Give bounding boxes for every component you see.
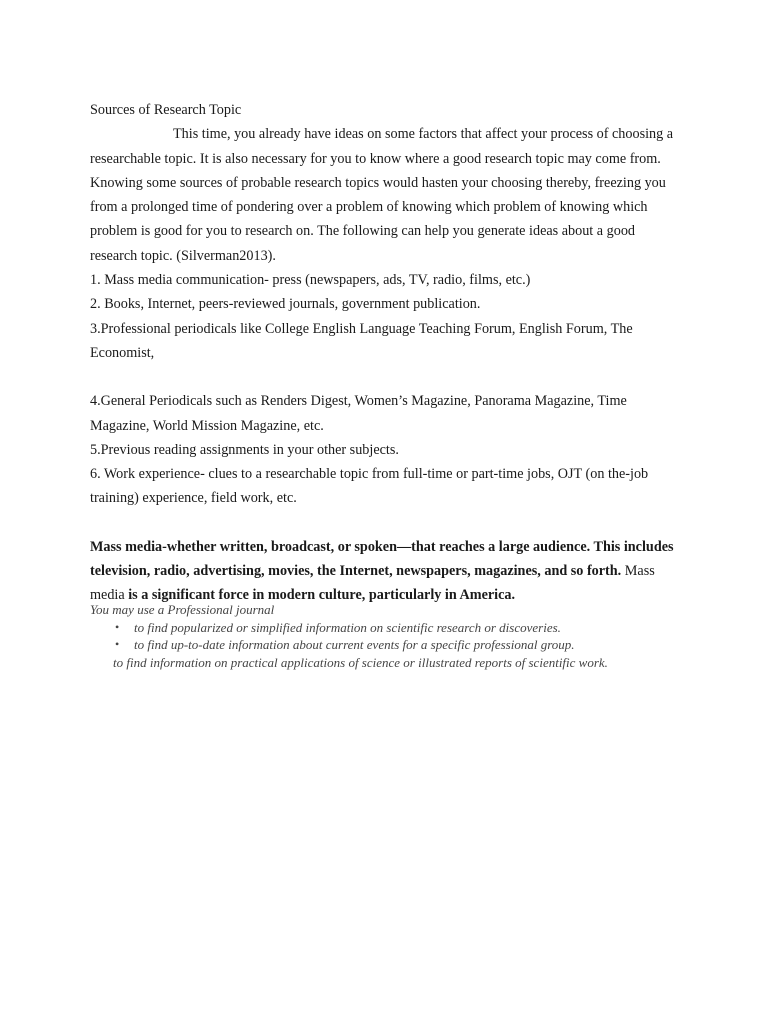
journal-lead: You may use a Professional journal [90, 602, 275, 617]
source-item-6: 6. Work experience- clues to a researchable topic from full-time or part-time jobs, OJT (on the-job training) experience, field work, etc. [90, 466, 649, 507]
mass-media-significance: is a significant force in modern culture, particularly in America. [128, 587, 516, 604]
intro-paragraph: This time, you already have ideas on some factors that affect your process of choosing a researchable topic. It is also necessary for you to know where a good research topic may come from. Knowing some sources of probable research topics would hasten your choosing thereby, freezing you from a prolonged time of pondering over a problem of knowing which problem of knowing which problem is good for you to research on. The following can help you generate ideas about a good research topic. (Silverman2013). [90, 126, 674, 264]
mass-media-plain: Mass media [90, 563, 655, 604]
mass-media-paragraph [90, 535, 680, 608]
section-heading: Sources of Research Topic [90, 102, 242, 118]
source-item-3: 3.Professional periodicals like College English Language Teaching Forum, English Forum, The Economist, [90, 320, 633, 361]
source-item-1: 1. Mass media communication- press (newspapers, ads, TV, radio, films, etc.) [90, 272, 531, 289]
blank-line [90, 511, 680, 535]
bullet-icon: • [115, 637, 120, 651]
journal-bullet-list [90, 619, 690, 654]
list-item [90, 619, 690, 637]
document-body [90, 98, 680, 608]
journal-tail-line: to find information on practical applications of science or illustrated reports of scientific work. [113, 654, 608, 670]
source-item-4: 4.General Periodicals such as Renders Digest, Women’s Magazine, Panorama Magazine, Time Magazine, World Mission Magazine, etc. [90, 393, 627, 434]
journal-bullet-text: to find popularized or simplified information on scientific research or discoveries. [134, 619, 561, 635]
list-item [90, 636, 690, 654]
journal-section [90, 601, 690, 671]
blank-line [90, 365, 680, 389]
source-item-5: 5.Previous reading assignments in your other subjects. [90, 441, 399, 458]
source-item-2: 2. Books, Internet, peers-reviewed journals, government publication. [90, 296, 481, 313]
mass-media-definition: Mass media-whether written, broadcast, or spoken—that reaches a large audience. This includes television, radio, advertising, movies, the Internet, newspapers, magazines, and so forth. [90, 538, 674, 580]
journal-bullet-text: to find up-to-date information about current events for a specific professional group. [134, 637, 575, 652]
bullet-icon: • [115, 619, 120, 634]
